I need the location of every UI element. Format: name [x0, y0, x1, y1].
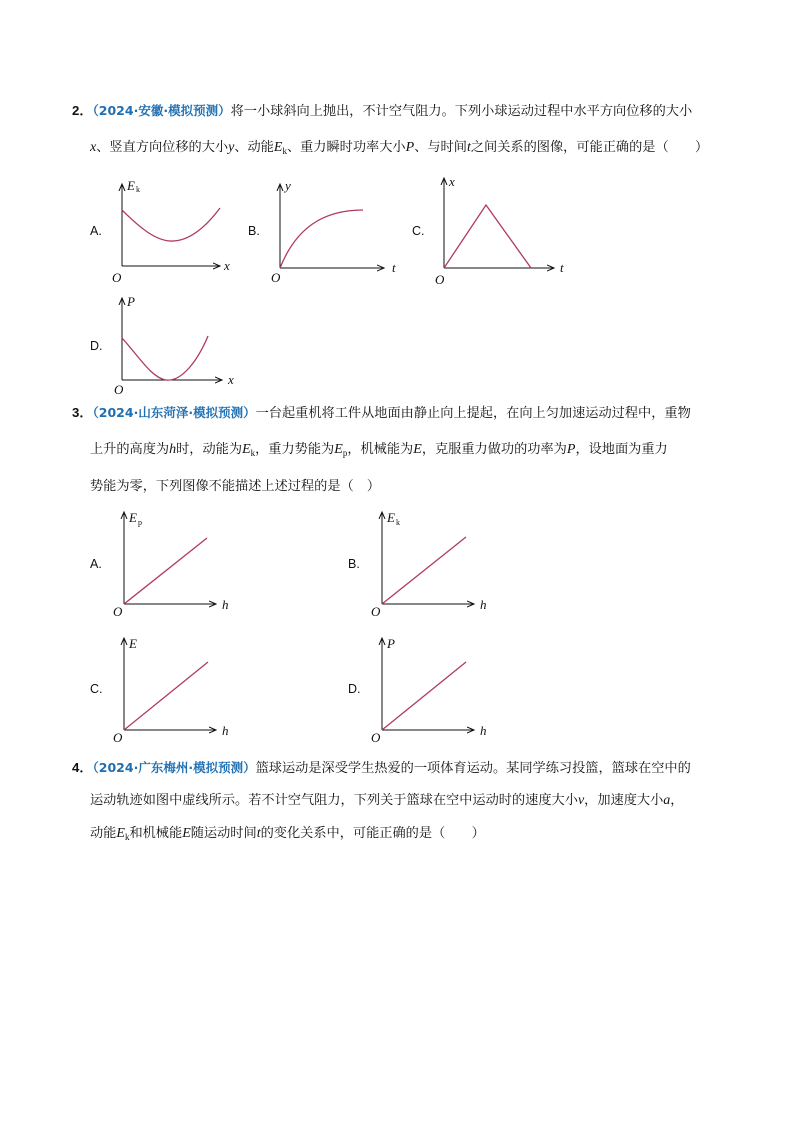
curve — [124, 538, 207, 604]
option-label[interactable]: C. — [90, 682, 103, 696]
question-2-line-1: 2．（2024·安徽·模拟预测）将一小球斜向上抛出，不计空气阻力。下列小球运动过程中水平方向位移的大小 — [72, 103, 693, 119]
graph-q3-c — [112, 634, 242, 744]
x-axis-label: h — [222, 723, 229, 738]
origin-label: O — [271, 270, 281, 285]
curve — [122, 208, 220, 241]
graph-q2-a — [110, 178, 240, 286]
origin-label: O — [371, 730, 381, 745]
option-label[interactable]: D. — [90, 339, 103, 353]
x-axis-label: x — [228, 372, 234, 387]
curve — [280, 210, 363, 268]
option-label[interactable]: C. — [412, 224, 425, 238]
y-axis-label: x — [449, 174, 455, 189]
x-axis-label: h — [480, 597, 487, 612]
option-label[interactable]: A. — [90, 557, 102, 571]
question-number: 3． — [72, 405, 93, 420]
question-source: （2024·广东梅州·模拟预测） — [92, 760, 256, 775]
option-label[interactable]: B. — [348, 557, 360, 571]
y-axis-label: y — [285, 178, 291, 193]
graph-q3-b — [370, 508, 500, 618]
origin-label: O — [113, 604, 123, 619]
curve — [382, 537, 466, 604]
y-axis-subscript: p — [138, 518, 142, 527]
origin-label: O — [435, 272, 445, 287]
graph-q2-c — [432, 172, 567, 286]
origin-label: O — [371, 604, 381, 619]
question-source: （2024·安徽·模拟预测） — [92, 103, 231, 118]
y-axis-label: E — [387, 510, 395, 525]
graph-q2-d — [110, 294, 240, 398]
curve — [124, 662, 208, 730]
origin-label: O — [113, 730, 123, 745]
question-3-line-3: 势能为零，下列图像不能描述上述过程的是（ ） — [90, 479, 381, 494]
question-3-line-2: 上升的高度为h时，动能为$E_k$，重力势能为$E_p$，机械能为E，克服重力做功的功率为P，设地面为重力 — [90, 442, 668, 458]
question-4-line-3: 动能$E_k$和机械能E随运动时间t的变化关系中，可能正确的是（ ） — [90, 826, 485, 842]
question-3-line-1: 3．（2024·山东菏泽·模拟预测）一台起重机将工件从地面由静止向上提起，在向上匀加速运动过程中，重物 — [72, 405, 691, 421]
x-axis-label: t — [560, 260, 564, 275]
question-2-line-2: x、竖直方向位移的大小y、动能$E_k$、重力瞬时功率大小P、与时间t之间关系的图像，可能正确的是（ ） — [90, 140, 709, 156]
curve — [444, 205, 531, 268]
x-axis-label: t — [392, 260, 396, 275]
y-axis-label: E — [129, 636, 137, 651]
y-axis-label: E — [129, 510, 137, 525]
origin-label: O — [114, 382, 124, 397]
option-label[interactable]: D. — [348, 682, 361, 696]
question-number: 4． — [72, 760, 93, 775]
x-axis-label: h — [222, 597, 229, 612]
question-4-line-2: 运动轨迹如图中虚线所示。若不计空气阻力，下列关于篮球在空中运动时的速度大小v，加速度大小a， — [90, 793, 684, 808]
y-axis-label: P — [127, 294, 135, 309]
x-axis-label: h — [480, 723, 487, 738]
origin-label: O — [112, 270, 122, 285]
curve — [382, 662, 466, 730]
graph-q2-b — [268, 178, 398, 286]
question-4-line-1: 4．（2024·广东梅州·模拟预测）篮球运动是深受学生热爱的一项体育运动。某同学练习投篮，篮球在空中的 — [72, 760, 691, 776]
option-label[interactable]: B. — [248, 224, 260, 238]
y-axis-subscript: k — [136, 185, 140, 194]
graph-q3-d — [370, 634, 500, 744]
question-source: （2024·山东菏泽·模拟预测） — [92, 405, 256, 420]
y-axis-label: E — [127, 178, 135, 193]
graph-q3-a — [112, 508, 242, 618]
option-label[interactable]: A. — [90, 224, 102, 238]
y-axis-subscript: k — [396, 518, 400, 527]
question-number: 2． — [72, 103, 93, 118]
y-axis-label: P — [387, 636, 395, 651]
curve — [122, 336, 208, 380]
x-axis-label: x — [224, 258, 230, 273]
